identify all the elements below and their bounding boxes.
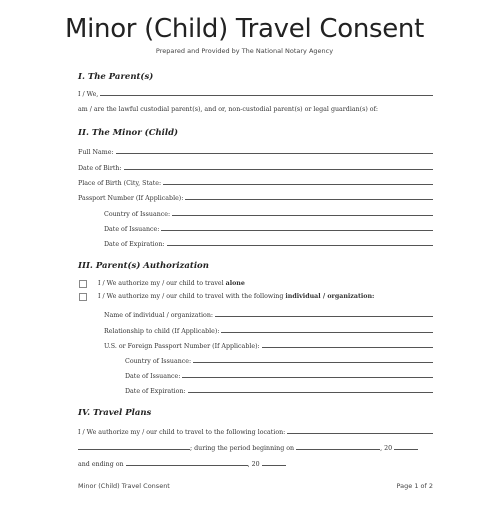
travel-alone-row — [98, 280, 245, 287]
minor-expiration-row — [104, 239, 433, 248]
parents-statement: am / are the lawful custodial parent(s), and or, non-custodial parent(s) or legal guardian(s) of: — [78, 106, 379, 113]
auth-issuance-label: Date of Issuance: — [125, 373, 181, 380]
document-title: Minor (Child) Travel Consent — [64, 14, 425, 44]
travel-alone-text: I / We authorize my / our child to travel — [98, 280, 224, 287]
travel-with-bold: individual / organization: — [285, 293, 375, 300]
travel-with-checkbox[interactable] — [79, 293, 87, 301]
document-subtitle: Prepared and Provided by The National Notary Agency — [155, 47, 334, 55]
auth-relationship-label: Relationship to child (If Applicable): — [104, 328, 220, 335]
travel-location-row — [78, 427, 433, 436]
auth-name-field[interactable] — [215, 310, 433, 317]
auth-expiration-row — [125, 386, 433, 395]
travel-end-year-field[interactable] — [262, 459, 286, 466]
travel-year1-label: , 20 — [380, 445, 393, 452]
travel-period-row — [78, 443, 418, 452]
travel-end-row — [78, 459, 286, 468]
auth-expiration-label: Date of Expiration: — [125, 388, 186, 395]
section-travel-heading: IV. Travel Plans — [78, 408, 152, 418]
auth-name-row — [104, 310, 433, 319]
minor-expiration-label: Date of Expiration: — [104, 241, 165, 248]
auth-issuance-field[interactable] — [182, 371, 433, 378]
auth-expiration-field[interactable] — [188, 386, 433, 393]
minor-issuance-field[interactable] — [161, 224, 433, 231]
travel-alone-checkbox[interactable] — [79, 280, 87, 288]
minor-full-name-field[interactable] — [116, 147, 433, 154]
travel-year2-label: , 20 — [247, 461, 260, 468]
minor-expiration-field[interactable] — [167, 239, 433, 246]
parents-statement-row — [78, 106, 378, 113]
minor-issuance-row — [104, 224, 433, 233]
section-parents-heading: I. The Parent(s) — [78, 72, 154, 82]
minor-dob-label: Date of Birth: — [78, 165, 122, 172]
auth-passport-label: U.S. or Foreign Passport Number (If Applicable): — [104, 343, 260, 350]
minor-country-row — [104, 209, 433, 218]
minor-passport-field[interactable] — [185, 193, 433, 200]
minor-full-name-label: Full Name: — [78, 149, 114, 156]
auth-relationship-field[interactable] — [221, 326, 433, 333]
travel-alone-bold: alone — [225, 280, 245, 287]
parents-name-field[interactable] — [100, 89, 433, 96]
parents-we-label: I / We, — [78, 91, 99, 98]
travel-start-date-field[interactable] — [296, 443, 380, 450]
minor-dob-field[interactable] — [124, 163, 433, 170]
travel-with-row — [98, 293, 374, 300]
travel-start-year-field[interactable] — [394, 443, 418, 450]
minor-country-label: Country of Issuance: — [104, 211, 171, 218]
minor-pob-label: Place of Birth (City, State: — [78, 180, 162, 187]
auth-country-field[interactable] — [193, 356, 433, 363]
section-minor-heading: II. The Minor (Child) — [78, 128, 179, 138]
travel-end-date-field[interactable] — [126, 459, 248, 466]
travel-location-field[interactable] — [287, 427, 433, 434]
travel-location-continued-field[interactable] — [78, 443, 190, 450]
minor-dob-row — [78, 163, 433, 172]
auth-country-label: Country of Issuance: — [125, 358, 192, 365]
minor-issuance-label: Date of Issuance: — [104, 226, 160, 233]
auth-passport-row — [104, 341, 433, 350]
travel-ending-label: and ending on — [78, 461, 124, 468]
travel-during-label: ; during the period beginning on — [190, 445, 295, 452]
minor-passport-label: Passport Number (If Applicable): — [78, 195, 184, 202]
parents-name-row — [78, 89, 433, 98]
minor-country-field[interactable] — [172, 209, 433, 216]
section-authorization-heading: III. Parent(s) Authorization — [78, 261, 209, 271]
travel-location-label: I / We authorize my / our child to travel to the following location: — [78, 429, 286, 436]
auth-country-row — [125, 356, 433, 365]
auth-issuance-row — [125, 371, 433, 380]
minor-pob-row — [78, 178, 433, 187]
auth-passport-field[interactable] — [262, 341, 433, 348]
minor-passport-row — [78, 193, 433, 202]
minor-pob-field[interactable] — [163, 178, 433, 185]
auth-name-label: Name of individual / organization: — [104, 312, 213, 319]
minor-full-name-row — [78, 147, 433, 156]
footer-page-number: Page 1 of 2 — [396, 482, 433, 490]
footer-title: Minor (Child) Travel Consent — [78, 482, 170, 490]
travel-with-text: I / We authorize my / our child to travel with the following — [98, 293, 284, 300]
auth-relationship-row — [104, 326, 433, 335]
